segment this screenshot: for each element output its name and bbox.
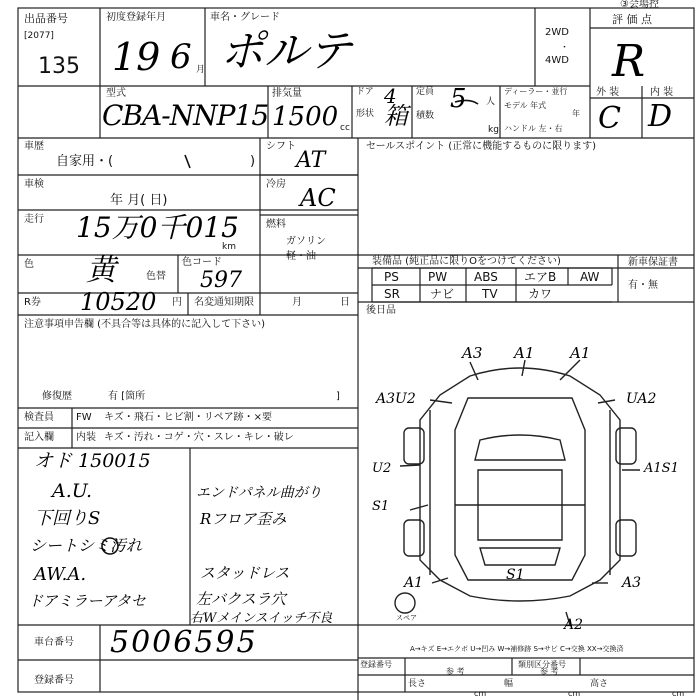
note-underbody: 下回りS: [34, 508, 101, 529]
first-reg-year: 19: [112, 35, 161, 79]
mark-s1-center: S1: [506, 567, 525, 583]
color-code-label: 色コード: [182, 257, 222, 268]
door-label: ドア: [356, 87, 374, 97]
month-unit-2: 月: [292, 297, 302, 308]
note-au: A.U.: [52, 480, 93, 502]
shape: 箱: [384, 102, 408, 130]
equipment-label: 装備品 (純正品に限りOをつけてください): [372, 256, 561, 267]
car-name: ポルテ: [220, 26, 352, 77]
length-label: 長さ: [408, 679, 427, 689]
capacity-label: 定員: [416, 87, 435, 97]
mark-a1-topright: A1: [570, 344, 591, 362]
equip-aw: AW: [580, 270, 600, 284]
drive-2wd: 2WD: [545, 27, 569, 38]
color-change-label: 色替: [146, 271, 166, 282]
shift-label: シフト: [266, 141, 296, 152]
km-unit: km: [222, 242, 236, 252]
displacement-label: 排気量: [272, 88, 302, 99]
eval-label: 評 価 点: [612, 13, 652, 26]
chassis-label: 車台番号: [34, 637, 74, 648]
fuel-options: ガソリン 軽・油: [286, 236, 326, 262]
note-mirror: ドアミラーアタセ: [28, 592, 146, 610]
category-label: 類別区分番号: [518, 660, 566, 669]
person-unit: 人: [486, 97, 496, 107]
doc-no-label: 登録番号: [360, 660, 392, 669]
color: 黄: [86, 253, 116, 288]
model-year-label: モデル 年式: [504, 101, 547, 110]
day-unit: 日: [340, 297, 350, 308]
interior-label: 内 装: [650, 87, 674, 98]
equip-tv: TV: [482, 287, 498, 301]
repair-value: 有 [箇所: [108, 391, 146, 402]
width-label: 幅: [504, 679, 514, 689]
color-label: 色: [24, 259, 34, 270]
repair-label: 修復歴: [42, 391, 72, 402]
name-change-label: 名変通知期限: [194, 297, 254, 308]
chassis-number: 5006595: [110, 625, 258, 660]
note-aw: AW.A.: [34, 564, 87, 585]
model-code: CBA-NNP15: [102, 99, 269, 132]
note-rfloor: Rフロア歪み: [200, 510, 287, 528]
first-reg-label: 初度登録年月: [106, 12, 166, 23]
lot-label: 出品番号: [24, 12, 68, 25]
mark-a1s1: A1S1: [644, 461, 679, 476]
equip-navi: ナビ: [430, 287, 455, 301]
note-endpanel: エンドパネル曲がり: [196, 485, 322, 501]
mark-a1-top: A1: [514, 344, 535, 362]
note-main-switch: 右Wメインスイッチ不良: [190, 611, 333, 626]
mark-a1-bottom: A1: [404, 575, 424, 591]
ref-2: 参 考: [540, 667, 559, 676]
door-count: 4: [384, 84, 397, 108]
recycle-fee: 10520: [80, 288, 157, 316]
mark-s1-left: S1: [372, 499, 390, 514]
year-unit: 年: [572, 109, 580, 118]
mark-a2: A2: [564, 617, 584, 633]
mark-a3-bottom: A3: [622, 575, 642, 591]
equip-abs: ABS: [474, 270, 498, 284]
equip-kawa: カワ: [528, 287, 553, 301]
usage-value: 自家用・(: [56, 154, 114, 169]
usage-close: ): [250, 154, 256, 169]
car-name-label: 車名・グレード: [210, 12, 280, 23]
car-diagram: [395, 360, 640, 625]
drive-dot: ・: [560, 43, 570, 53]
aircon: AC: [300, 184, 336, 212]
notes-label: 注意事項申告欄 (不具合等は具体的に記入して下さい): [24, 319, 265, 330]
mileage: 15万0千015: [76, 211, 239, 244]
inner-label: 内装: [76, 432, 96, 443]
ref-1: 参 考: [446, 667, 465, 676]
entry-label: 記入欄: [24, 432, 54, 443]
mark-a3u2: A3U2: [376, 391, 416, 407]
exterior-label: 外 装: [596, 87, 620, 98]
note-seat: シートシミ汚れ: [30, 536, 143, 555]
inspection-label: 車検: [24, 179, 44, 190]
dealer-label: ディーラー・並行: [504, 87, 568, 96]
cm-1: cm: [474, 689, 487, 698]
after-label: 後日品: [366, 305, 396, 316]
color-code: 597: [200, 268, 242, 293]
damage-legend: A→キズ E→エクボ U→凹み W→補修跡 S→サビ C→交換 XX→交換済: [410, 645, 624, 653]
cm-2: cm: [568, 689, 581, 698]
shift: AT: [296, 148, 326, 173]
load-label: 積数: [416, 111, 435, 121]
shape-label: 形状: [356, 109, 375, 119]
note-back-sill: 左バクスラ穴: [196, 590, 286, 608]
lot-number: 135: [38, 54, 80, 79]
inspector-label: 検査員: [24, 412, 54, 423]
kg-unit: kg: [488, 125, 499, 135]
note-odo: オド 150015: [34, 450, 151, 472]
drive-4wd: 4WD: [545, 55, 569, 66]
mark-a3-top: A3: [462, 344, 483, 362]
handle-label: ハンドル 左・右: [504, 124, 563, 133]
warranty-label: 新車保証書: [628, 257, 678, 268]
note-studless: スタッドレス: [200, 564, 290, 582]
usage-label: 車歴: [24, 141, 44, 152]
equip-sr: SR: [384, 287, 400, 301]
yen-unit: 円: [172, 297, 182, 308]
cc-unit: cc: [340, 123, 350, 133]
height-label: 高さ: [590, 679, 609, 689]
fw-items: キズ・飛石・ヒビ割・リペア跡・×要: [104, 412, 272, 423]
fw-label: FW: [76, 412, 92, 423]
mark-ua2: UA2: [626, 391, 657, 407]
equip-ps: PS: [384, 270, 399, 284]
reg-label: 登録番号: [34, 675, 74, 686]
equip-pw: PW: [428, 270, 448, 284]
equip-airbag: エアB: [524, 270, 557, 284]
mark-u2: U2: [372, 461, 392, 476]
spare-label: スペア: [396, 614, 417, 622]
warranty-value: 有・無: [628, 280, 658, 291]
fuel-label: 燃料: [266, 219, 286, 230]
r-label: R券: [24, 297, 41, 308]
cm-3: cm: [672, 689, 685, 698]
month-unit: 月: [196, 65, 206, 75]
eval-score: R: [612, 36, 646, 87]
sales-point-label: セールスポイント (正常に機能するものに限ります): [366, 141, 597, 152]
inner-items: キズ・汚れ・コゲ・穴・スレ・キレ・破レ: [104, 432, 294, 443]
interior-grade: D: [648, 99, 673, 134]
exterior-grade: C: [598, 101, 621, 136]
mileage-label: 走行: [24, 214, 44, 225]
lot-bracket: [2077]: [24, 31, 54, 41]
displacement: 1500: [272, 102, 339, 132]
first-reg-month: 6: [170, 37, 192, 77]
inspection-value: 年 月( 日): [110, 193, 168, 208]
repair-close: ]: [336, 391, 340, 402]
venue-copy: ③会場控: [620, 0, 659, 10]
model-label: 型式: [106, 88, 126, 99]
aircon-label: 冷房: [266, 179, 286, 190]
capacity: 5: [450, 84, 467, 114]
